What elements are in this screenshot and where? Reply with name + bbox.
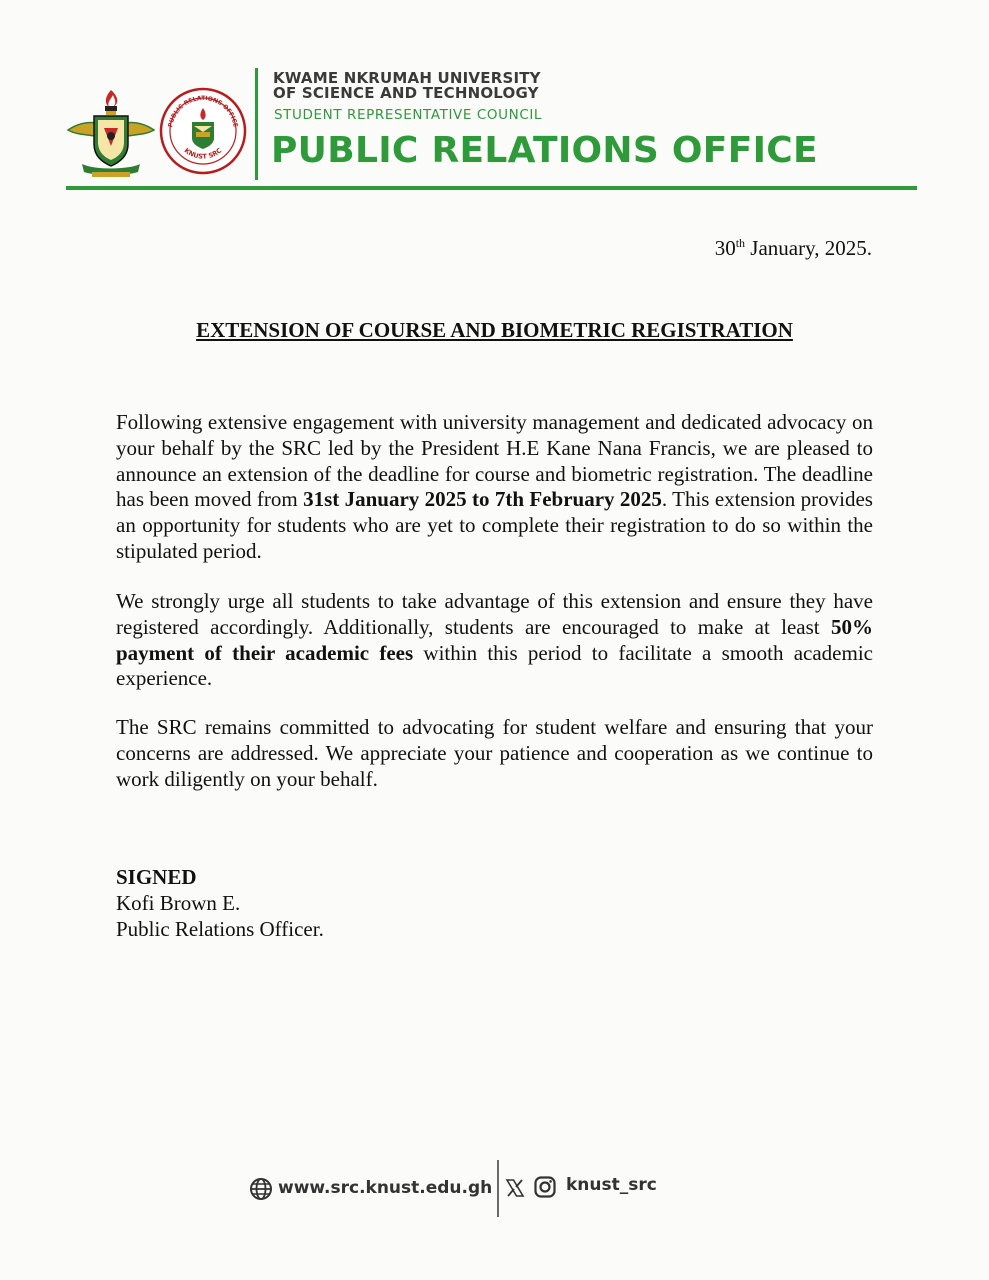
- office-title: PUBLIC RELATIONS OFFICE: [271, 130, 818, 171]
- knust-crest-logo: [64, 86, 158, 180]
- paragraph-1-text-b: . This extension provides an opportunity for students who are yet to complete their registration to do so within the stipulated period.: [116, 487, 873, 563]
- council-name: STUDENT REPRESENTATIVE COUNCIL: [274, 107, 543, 123]
- signed-label: SIGNED: [116, 865, 197, 889]
- social-handle[interactable]: knust_src: [566, 1175, 657, 1195]
- paragraph-1: [116, 410, 873, 565]
- letter-subject: EXTENSION OF COURSE AND BIOMETRIC REGISTRATION: [196, 318, 793, 342]
- signatory-title: Public Relations Officer.: [116, 917, 324, 941]
- payment-highlight: 50% payment of their academic fees: [116, 614, 873, 665]
- university-name-line-1: KWAME NKRUMAH UNIVERSITY: [273, 69, 541, 87]
- paragraph-2-text-b: within this period to facilitate a smooth academic experience.: [116, 640, 873, 691]
- x-icon[interactable]: [504, 1177, 526, 1199]
- svg-text:KNUST SRC: KNUST SRC: [182, 146, 224, 161]
- paragraph-2: [116, 589, 873, 692]
- paragraph-1-text-a: Following extensive engagement with university management and dedicated advocacy on your behalf by the SRC led by the President H.E Kane Nana Francis, we are pleased to announce an extension of the deadline for course and biometric registration. The deadline has been moved from: [116, 410, 873, 512]
- svg-text:PUBLIC RELATIONS OFFICE: PUBLIC RELATIONS OFFICE: [167, 94, 239, 128]
- globe-icon: [249, 1177, 273, 1201]
- instagram-icon[interactable]: [533, 1175, 557, 1199]
- date-day: 30: [714, 236, 736, 260]
- signatory-name: Kofi Brown E.: [116, 891, 241, 915]
- letterhead-divider: [255, 68, 258, 180]
- paragraph-2-text-a: We strongly urge all students to take advantage of this extension and ensure they have registered accordingly. Additionally, students are encouraged to make at least: [116, 589, 873, 639]
- letter-date: [715, 236, 872, 261]
- letterhead-rule: [66, 186, 917, 190]
- footer-divider: [497, 1160, 499, 1217]
- src-pr-seal-logo: [158, 86, 248, 176]
- deadline-highlight: 31st January 2025 to 7th February 2025: [303, 487, 662, 512]
- university-name-line-2: OF SCIENCE AND TECHNOLOGY: [273, 84, 539, 102]
- website-link[interactable]: www.src.knust.edu.gh: [278, 1178, 493, 1198]
- date-rest: January, 2025.: [745, 236, 872, 260]
- paragraph-3: The SRC remains committed to advocating for student welfare and ensuring that your concerns are addressed. We appreciate your patience and cooperation as we continue to work diligently on your behalf.: [116, 715, 873, 791]
- date-suffix: th: [735, 236, 746, 250]
